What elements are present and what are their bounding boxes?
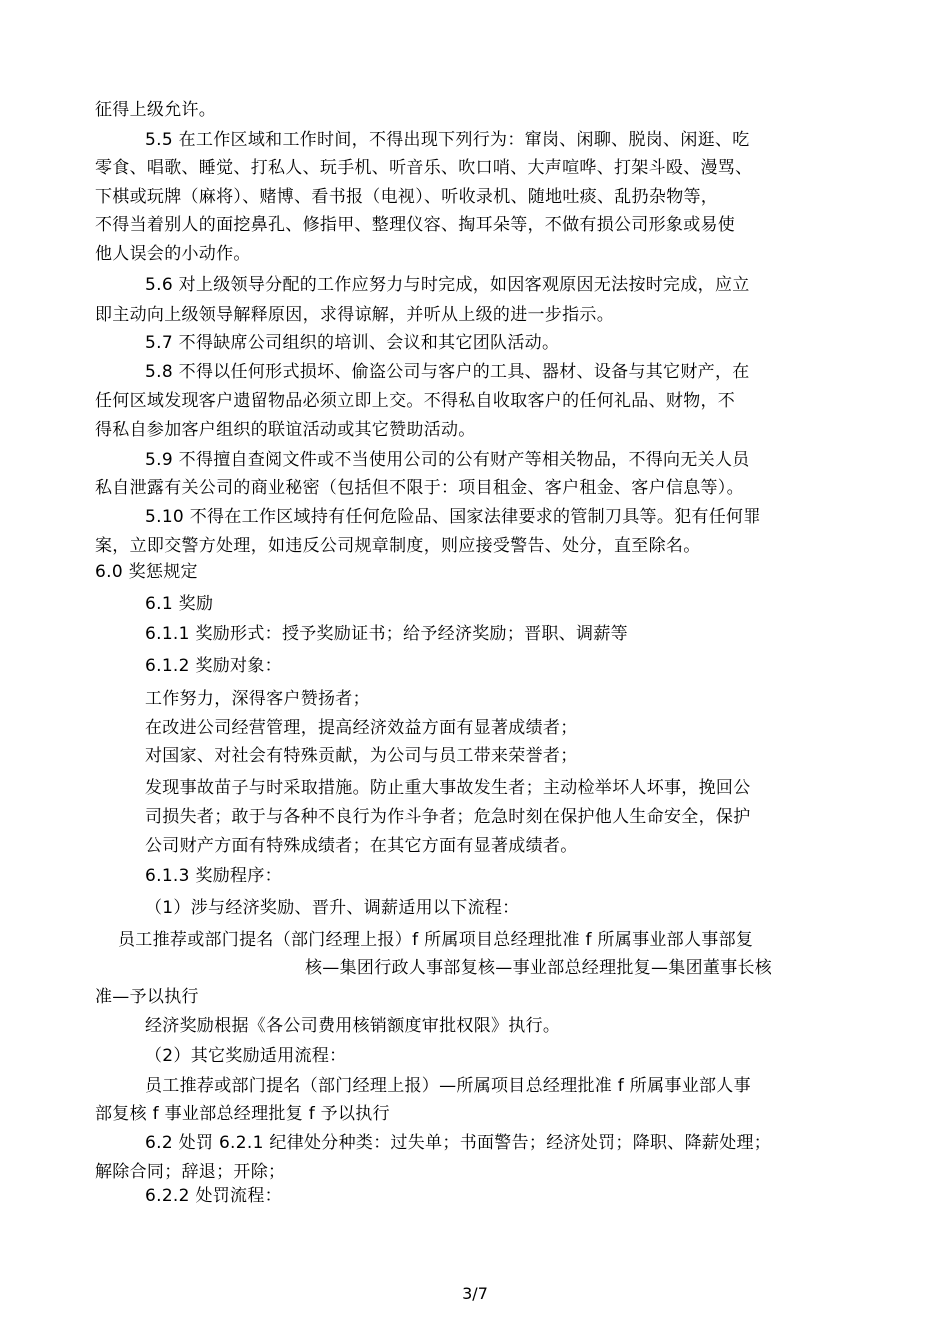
page-number: 3/7 — [462, 1284, 488, 1303]
text-line: 他人误会的小动作。 — [95, 244, 251, 264]
text-line: 6.1.1 奖励形式：授予奖励证书；给予经济奖励；晋职、调薪等 — [145, 624, 628, 644]
text-line: 员工推荐或部门提名（部门经理上报）—所属项目总经理批准 f 所属事业部人事 — [145, 1076, 751, 1096]
text-line: 5.9 不得擅自查阅文件或不当使用公司的公有财产等相关物品，不得向无关人员 — [145, 450, 750, 470]
text-line: （1）涉与经济奖励、晋升、调薪适用以下流程： — [145, 898, 520, 918]
section-heading: 6.0 奖惩规定 — [95, 562, 198, 582]
text-line: 司损失者；敢于与各种不良行为作斗争者；危急时刻在保护他人生命安全，保护 — [145, 807, 751, 827]
text-line: 即主动向上级领导解释原因，求得谅解，并听从上级的进一步指示。 — [95, 305, 614, 325]
text-line: 零食、唱歌、睡觉、打私人、玩手机、听音乐、吹口哨、大声喧哗、打架斗殴、漫骂、 — [95, 158, 753, 178]
text-line: 5.8 不得以任何形式损坏、偷盗公司与客户的工具、器材、设备与其它财产，在 — [145, 362, 750, 382]
text-line: 经济奖励根据《各公司费用核销额度审批权限》执行。 — [145, 1016, 561, 1036]
text-line: 工作努力，深得客户赞扬者； — [145, 689, 370, 709]
text-line: 6.2.2 处罚流程： — [145, 1186, 282, 1206]
text-line: 6.2 处罚 6.2.1 纪律处分种类：过失单；书面警告；经济处罚；降职、降薪处理； — [145, 1133, 772, 1153]
text-line: 在改进公司经营管理，提高经济效益方面有显著成绩者； — [145, 718, 578, 738]
text-line: 5.5 在工作区域和工作时间，不得出现下列行为：窜岗、闲聊、脱岗、闲逛、吃 — [145, 130, 750, 150]
text-line: 任何区域发现客户遗留物品必须立即上交。不得私自收取客户的任何礼品、财物，不 — [95, 391, 736, 411]
text-line: 准—予以执行 — [95, 987, 199, 1007]
text-line: 对国家、对社会有特殊贡献，为公司与员工带来荣誉者； — [145, 746, 578, 766]
text-line: 部复核 f 事业部总经理批复 f 予以执行 — [95, 1104, 390, 1124]
text-line: 5.7 不得缺席公司组织的培训、会议和其它团队活动。 — [145, 333, 560, 353]
text-line: 5.10 不得在工作区域持有任何危险品、国家法律要求的管制刀具等。犯有任何罪 — [145, 507, 761, 527]
text-line: 5.6 对上级领导分配的工作应努力与时完成，如因客观原因无法按时完成，应立 — [145, 275, 750, 295]
text-line: 案，立即交警方处理，如违反公司规章制度，则应接受警告、处分，直至除名。 — [95, 536, 701, 556]
text-line: 6.1.2 奖励对象： — [145, 656, 282, 676]
text-line: 核—集团行政人事部复核—事业部总经理批复—集团董事长核 — [305, 958, 773, 978]
text-line: 员工推荐或部门提名（部门经理上报）f 所属项目总经理批准 f 所属事业部人事部复 — [118, 930, 754, 950]
text-line: 得私自参加客户组织的联谊活动或其它赞助活动。 — [95, 420, 476, 440]
text-line: 下棋或玩牌（麻将）、赌博、看书报（电视）、听收录机、随地吐痰、乱扔杂物等， — [95, 187, 719, 207]
text-line: 公司财产方面有特殊成绩者；在其它方面有显著成绩者。 — [145, 836, 578, 856]
text-line: 发现事故苗子与时采取措施。防止重大事故发生者；主动检举坏人坏事，挽回公 — [145, 778, 751, 798]
text-line: 6.1.3 奖励程序： — [145, 866, 282, 886]
text-line: 解除合同；辞退；开除； — [95, 1162, 286, 1182]
text-line: 不得当着别人的面挖鼻孔、修指甲、整理仪容、掏耳朵等，不做有损公司形象或易使 — [95, 215, 736, 235]
text-line: （2）其它奖励适用流程： — [145, 1046, 347, 1066]
text-line: 私自泄露有关公司的商业秘密（包括但不限于：项目租金、客户租金、客户信息等）。 — [95, 478, 744, 498]
text-line: 征得上级允许。 — [95, 100, 217, 120]
text-line: 6.1 奖励 — [145, 594, 214, 614]
